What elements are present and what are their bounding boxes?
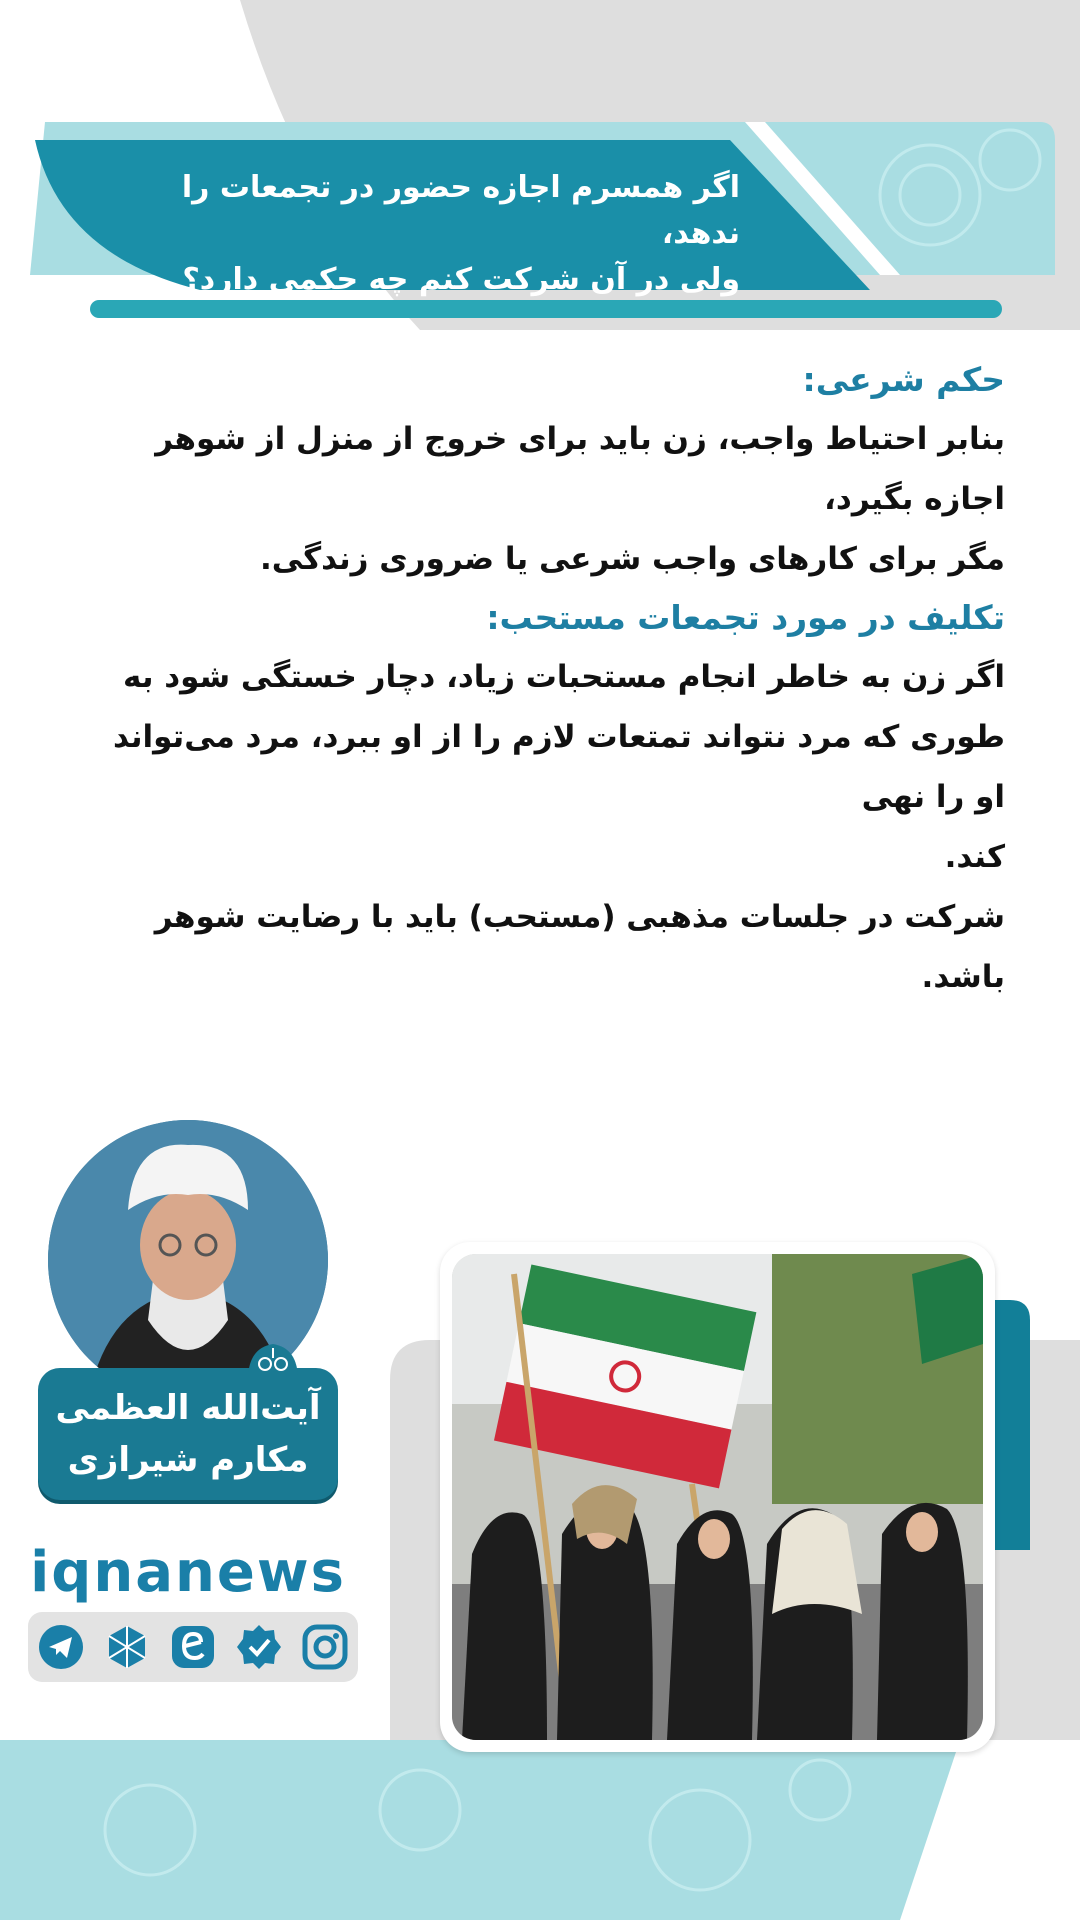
scholar-name: مکارم شیرازی [67, 1440, 309, 1480]
duty-line-2: طوری که مرد نتواند تمتعات لازم را از او ببرد، مرد می‌تواند او را نهی [112, 719, 1005, 815]
scholar-name-card [38, 1368, 338, 1500]
ruling-title: حکم شرعی: [802, 360, 1005, 399]
ruling-section [100, 360, 1005, 589]
verified-icon[interactable] [234, 1622, 284, 1672]
duty-line-1: اگر زن به خاطر انجام مستحبات زیاد، دچار خستگی شود به [123, 659, 1005, 695]
social-bar [28, 1612, 358, 1682]
network-icon[interactable] [102, 1622, 152, 1672]
header-question [140, 165, 740, 303]
telegram-icon[interactable] [36, 1622, 86, 1672]
news-photo [452, 1254, 983, 1740]
duty-line-3: کند. [944, 839, 1005, 875]
duty-line-4: شرکت در جلسات مذهبی (مستحب) باید با رضایت شوهر باشد. [154, 899, 1005, 995]
ornament-icon [243, 1340, 303, 1380]
eitaa-icon[interactable] [168, 1622, 218, 1672]
question-line-2: ولی در آن شرکت کنم چه حکمی دارد؟ [182, 262, 740, 297]
duty-title: تکلیف در مورد تجمعات مستحب: [486, 598, 1005, 637]
ruling-line-1: بنابر احتیاط واجب، زن باید برای خروج از منزل از شوهر اجازه بگیرد، [155, 421, 1005, 517]
question-line-1: اگر همسرم اجازه حضور در تجمعات را ندهد، [181, 170, 740, 251]
ruling-line-2: مگر برای کارهای واجب شرعی یا ضروری زندگی. [259, 541, 1005, 577]
scholar-title: آیت‌الله العظمی [55, 1388, 321, 1428]
brand-name: iqnanews [30, 1540, 346, 1605]
instagram-icon[interactable] [300, 1622, 350, 1672]
rally-photo-image [452, 1254, 983, 1740]
duty-section [100, 598, 1005, 1007]
